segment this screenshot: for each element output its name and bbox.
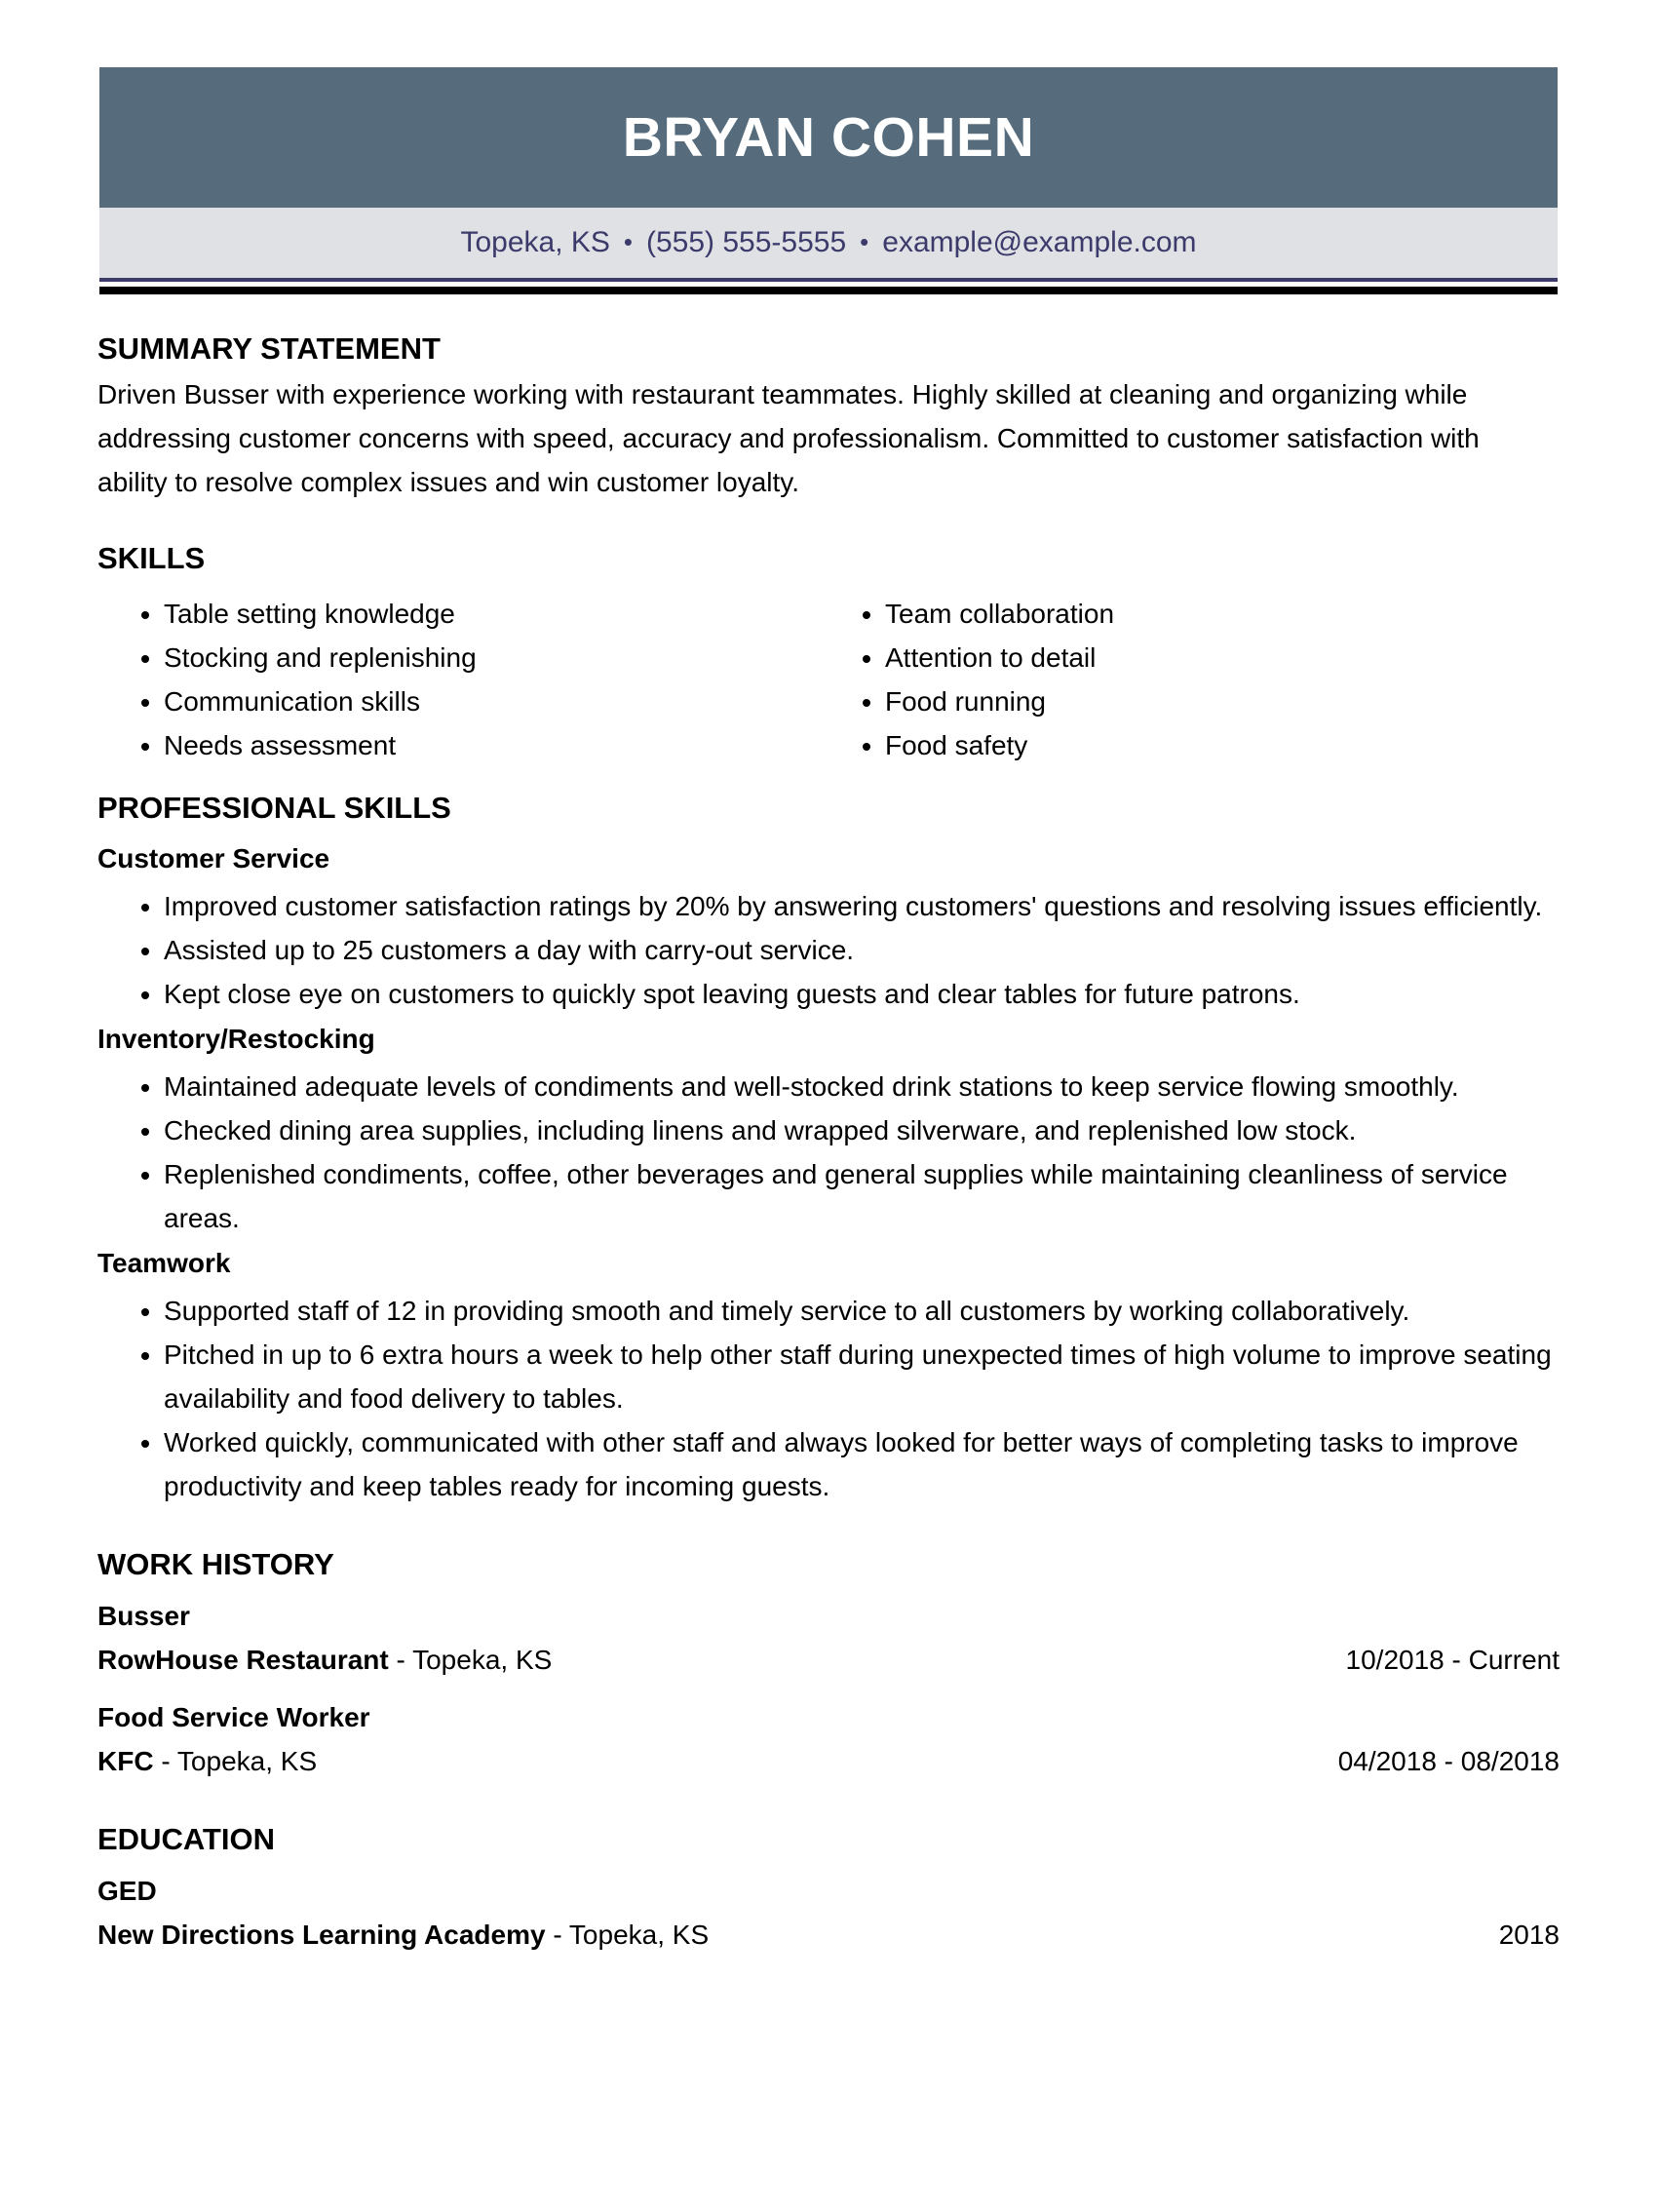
job-title: Busser <box>97 1601 190 1631</box>
section-education <box>97 1822 1560 1957</box>
section-work-history <box>97 1547 1560 1783</box>
company-name: RowHouse Restaurant <box>97 1645 389 1675</box>
company-location: - Topeka, KS <box>388 1645 553 1675</box>
school-name: New Directions Learning Academy <box>97 1920 546 1950</box>
job-company-row <box>97 1739 1560 1783</box>
contact-bar <box>99 208 1558 278</box>
skill-group-bullets <box>97 1289 1560 1508</box>
skills-list-2 <box>824 592 1560 767</box>
skill-group-teamwork <box>97 1244 1560 1508</box>
job-entry <box>97 1594 1560 1682</box>
bullet-item: • Pitched in up to 6 extra hours a week to help other staff during unexpected times of high volume to improve seating availability and food delivery to tables. <box>164 1333 1560 1420</box>
job-company-location <box>97 1739 317 1783</box>
degree-title: GED <box>97 1876 157 1906</box>
bullet-item: • Maintained adequate levels of condiments and well-stocked drink stations to keep service flowing smoothly. <box>164 1065 1560 1108</box>
bullet-item: • Checked dining area supplies, including linens and wrapped silverware, and replenished low stock. <box>164 1108 1560 1152</box>
bullet-item: • Kept close eye on customers to quickly spot leaving guests and clear tables for future patrons. <box>164 972 1560 1016</box>
education-entry <box>97 1869 1560 1957</box>
skill-group-bullets <box>97 884 1560 1016</box>
bullet-separator-icon: • <box>860 226 869 256</box>
bullet-item: • Improved customer satisfaction ratings by 20% by answering customers' questions and resolving issues efficiently. <box>164 884 1560 928</box>
skill-group-inventory-restocking <box>97 1020 1560 1240</box>
skill-item: • Communication skills <box>164 679 824 723</box>
bullet-item: • Supported staff of 12 in providing smooth and timely service to all customers by working collaboratively. <box>164 1289 1560 1333</box>
skills-title: SKILLS <box>97 541 206 575</box>
bullet-separator-icon: • <box>623 226 633 256</box>
job-company-row <box>97 1638 1560 1682</box>
skill-group-name: Customer Service <box>97 843 330 873</box>
school-location <box>97 1913 709 1957</box>
skills-list-1 <box>97 592 824 767</box>
bullet-item: • Worked quickly, communicated with other staff and always looked for better ways of completing tasks to improve productivity and keep tables ready for incoming guests. <box>164 1420 1560 1508</box>
bullet-item: • Replenished condiments, coffee, other beverages and general supplies while maintaining cleanliness of service areas. <box>164 1152 1560 1240</box>
school-row <box>97 1913 1560 1957</box>
resume-page <box>0 67 1657 2212</box>
skill-item: • Team collaboration <box>885 592 1560 636</box>
skill-item: • Attention to detail <box>885 636 1560 679</box>
skill-item: • Table setting knowledge <box>164 592 824 636</box>
company-location: - Topeka, KS <box>153 1746 318 1776</box>
contact-phone: (555) 555-5555 <box>646 226 847 258</box>
contact-location: Topeka, KS <box>460 226 610 258</box>
skill-group-customer-service <box>97 839 1560 1016</box>
company-name: KFC <box>97 1746 154 1776</box>
skill-item: • Food running <box>885 679 1560 723</box>
skills-columns <box>97 592 1560 767</box>
school-city: - Topeka, KS <box>545 1920 710 1950</box>
job-dates: 10/2018 - Current <box>1345 1645 1560 1675</box>
skill-group-name: Teamwork <box>97 1248 231 1278</box>
job-entry <box>97 1695 1560 1783</box>
skill-group-bullets <box>97 1065 1560 1240</box>
resume-body <box>97 331 1560 1957</box>
professional-skills-title: PROFESSIONAL SKILLS <box>97 791 451 825</box>
skill-item: • Food safety <box>885 723 1560 767</box>
job-dates: 04/2018 - 08/2018 <box>1337 1746 1560 1776</box>
education-title: EDUCATION <box>97 1822 275 1856</box>
work-history-title: WORK HISTORY <box>97 1547 334 1581</box>
section-summary <box>97 331 1560 504</box>
bullet-item: • Assisted up to 25 customers a day with carry-out service. <box>164 928 1560 972</box>
skill-item: • Stocking and replenishing <box>164 636 824 679</box>
contact-email: example@example.com <box>882 226 1197 258</box>
skills-column-2 <box>824 592 1560 767</box>
resume-header <box>0 67 1657 294</box>
skill-group-name: Inventory/Restocking <box>97 1024 375 1054</box>
job-company-location <box>97 1638 552 1682</box>
divider-black-rule <box>99 287 1558 294</box>
skills-column-1 <box>97 592 824 767</box>
summary-text: Driven Busser with experience working with restaurant teammates. Highly skilled at cleaning and organizing while addressing customer concerns with speed, accuracy and professionalism. Committed to customer satisfaction with ability to resolve complex issues and win customer loyalty. <box>97 379 1480 497</box>
education-year: 2018 <box>1498 1920 1560 1950</box>
skill-item: • Needs assessment <box>164 723 824 767</box>
job-title: Food Service Worker <box>97 1702 370 1732</box>
section-skills <box>97 541 1560 767</box>
header-banner <box>99 67 1558 208</box>
section-professional-skills <box>97 791 1560 1508</box>
candidate-name: BRYAN COHEN <box>622 106 1035 169</box>
summary-title: SUMMARY STATEMENT <box>97 331 441 366</box>
